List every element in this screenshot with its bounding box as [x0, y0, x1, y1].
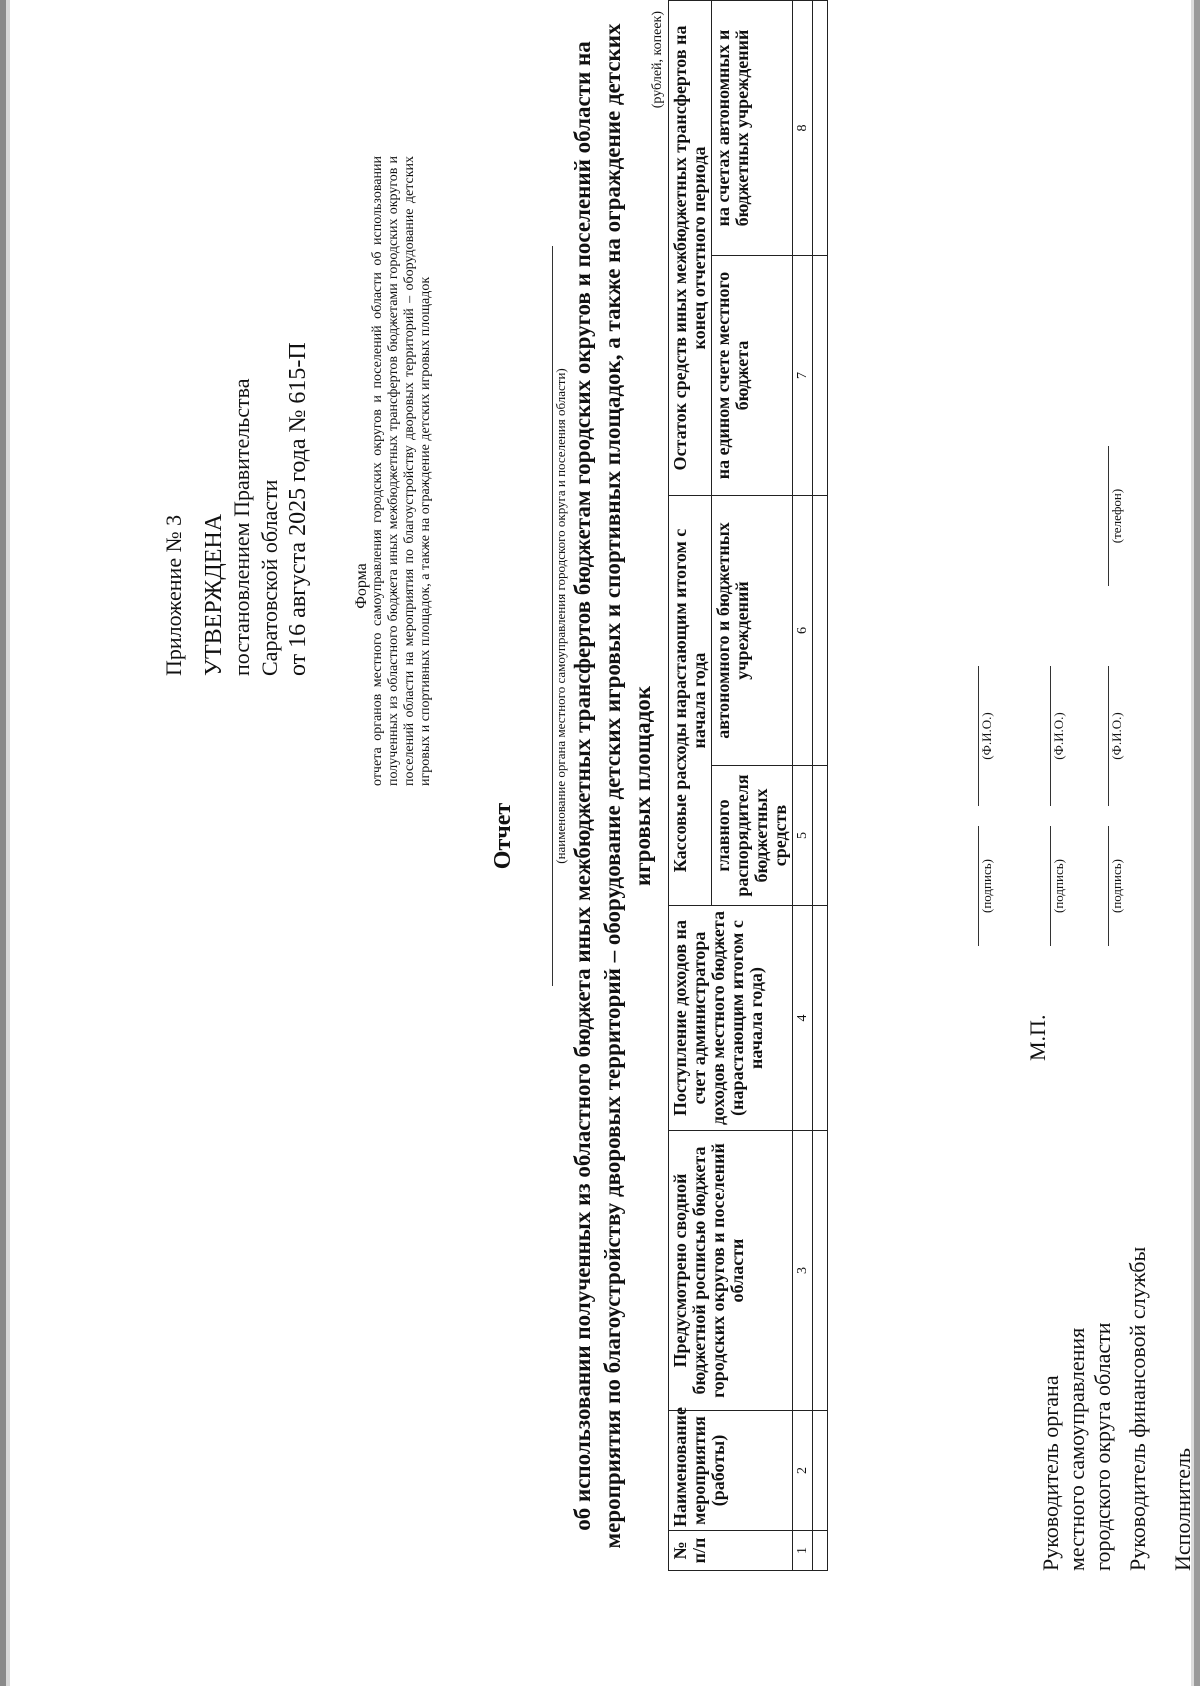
column-number: 8 [793, 0, 813, 255]
report-title: Отчет [490, 802, 516, 870]
report-subtitle: об использовании полученных из областного бюджета иных межбюджетных трансфертов бюджетам городских округов и поселений области на мероприятия по благоустройству дворовых территорий – оборудование детских игровых и спортивных площадок, а также на ограждение детских игровых площадок [570, 23, 655, 1549]
header-cash-main-manager: главного распорядителя бюджетных средств [712, 766, 793, 906]
column-number: 5 [793, 766, 813, 906]
executor-signature-caption: (подпись) [1109, 859, 1124, 913]
header-income: Поступление доходов на счет администратора доходов местного бюджета (нарастающим итогом с начала года) [669, 906, 793, 1131]
finance-head-label: Руководитель финансовой службы [1125, 1246, 1150, 1571]
column-number: 7 [793, 255, 813, 495]
finance-fio-caption: (Ф.И.О.) [1051, 712, 1066, 760]
units-label: (рублей, копеек) [650, 11, 665, 109]
head-of-organ-label [1038, 1151, 1116, 1571]
executor-fio-caption: (Ф.И.О.) [1109, 712, 1124, 760]
table-cell [813, 1131, 828, 1411]
column-number: 1 [793, 1531, 813, 1571]
table-cell [813, 495, 828, 765]
approved-date-line: от 16 августа 2025 года № 615-П [285, 342, 311, 676]
appendix-block [160, 116, 312, 676]
executor-label: Исполнитель [1170, 1447, 1195, 1571]
column-number: 3 [793, 1131, 813, 1411]
head-signature-caption: (подпись) [979, 859, 994, 913]
finance-signature-caption: (подпись) [1051, 859, 1066, 913]
table-column-numbers-row [793, 0, 813, 1570]
table-cell [813, 766, 828, 906]
table-cell [813, 0, 828, 255]
executor-phone-caption: (телефон) [1109, 488, 1124, 544]
org-name-caption: (наименование органа местного самоуправления городского округа и поселения области) [553, 368, 568, 864]
column-number: 4 [793, 906, 813, 1131]
column-number: 2 [793, 1411, 813, 1531]
header-activity-name: Наименование мероприятия (работы) [669, 1411, 793, 1531]
header-cash-expenses: Кассовые расходы нарастающим итогом с начала года [669, 495, 712, 905]
table-cell [813, 1411, 828, 1531]
stamp-label: М.П. [1025, 1014, 1050, 1061]
report-table [668, 0, 828, 1571]
appendix-number: Приложение № 3 [161, 514, 186, 676]
table-empty-row [813, 0, 828, 1570]
table-cell [813, 255, 828, 495]
header-remaining-funds: Остаток средств иных межбюджетных трансфертов на конец отчетного периода [669, 0, 712, 495]
header-planned: Предусмотрено сводной бюджетной росписью бюджета городских округов и поселений области [669, 1131, 793, 1411]
header-rest-single-account: на едином счете местного бюджета [712, 255, 793, 495]
column-number: 6 [793, 495, 813, 765]
approved-by-line: постановлением Правительства [229, 378, 254, 676]
head-fio-caption: (Ф.И.О.) [979, 712, 994, 760]
header-cash-autonomous: автономного и бюджетных учреждений [712, 495, 793, 765]
approved-region-line: Саратовской области [257, 479, 282, 676]
header-number: № п/п [669, 1531, 793, 1571]
form-description: отчета органов местного самоуправления городских округов и поселений области об использовании полученных из областного бюджета иных межбюджетных трансфертов бюджетами городских округов и поселений области на мероприятия по благоустройству дворовых территорий – оборудование детских игровых и спортивных площадок, а также на ограждение детских игровых площадок [370, 156, 433, 786]
table-cell [813, 906, 828, 1131]
head-line-3: городского округа области [1090, 1322, 1115, 1571]
header-rest-autonomous: на счетах автономных и бюджетных учреждений [712, 0, 793, 255]
table-header-row-1 [669, 0, 712, 1570]
approved-label: УТВЕРЖДЕНА [201, 513, 227, 676]
head-line-2: местного самоуправления [1064, 1327, 1089, 1571]
table-cell [813, 1531, 828, 1571]
form-title: Форма [353, 563, 370, 609]
head-line-1: Руководитель органа [1038, 1375, 1063, 1571]
